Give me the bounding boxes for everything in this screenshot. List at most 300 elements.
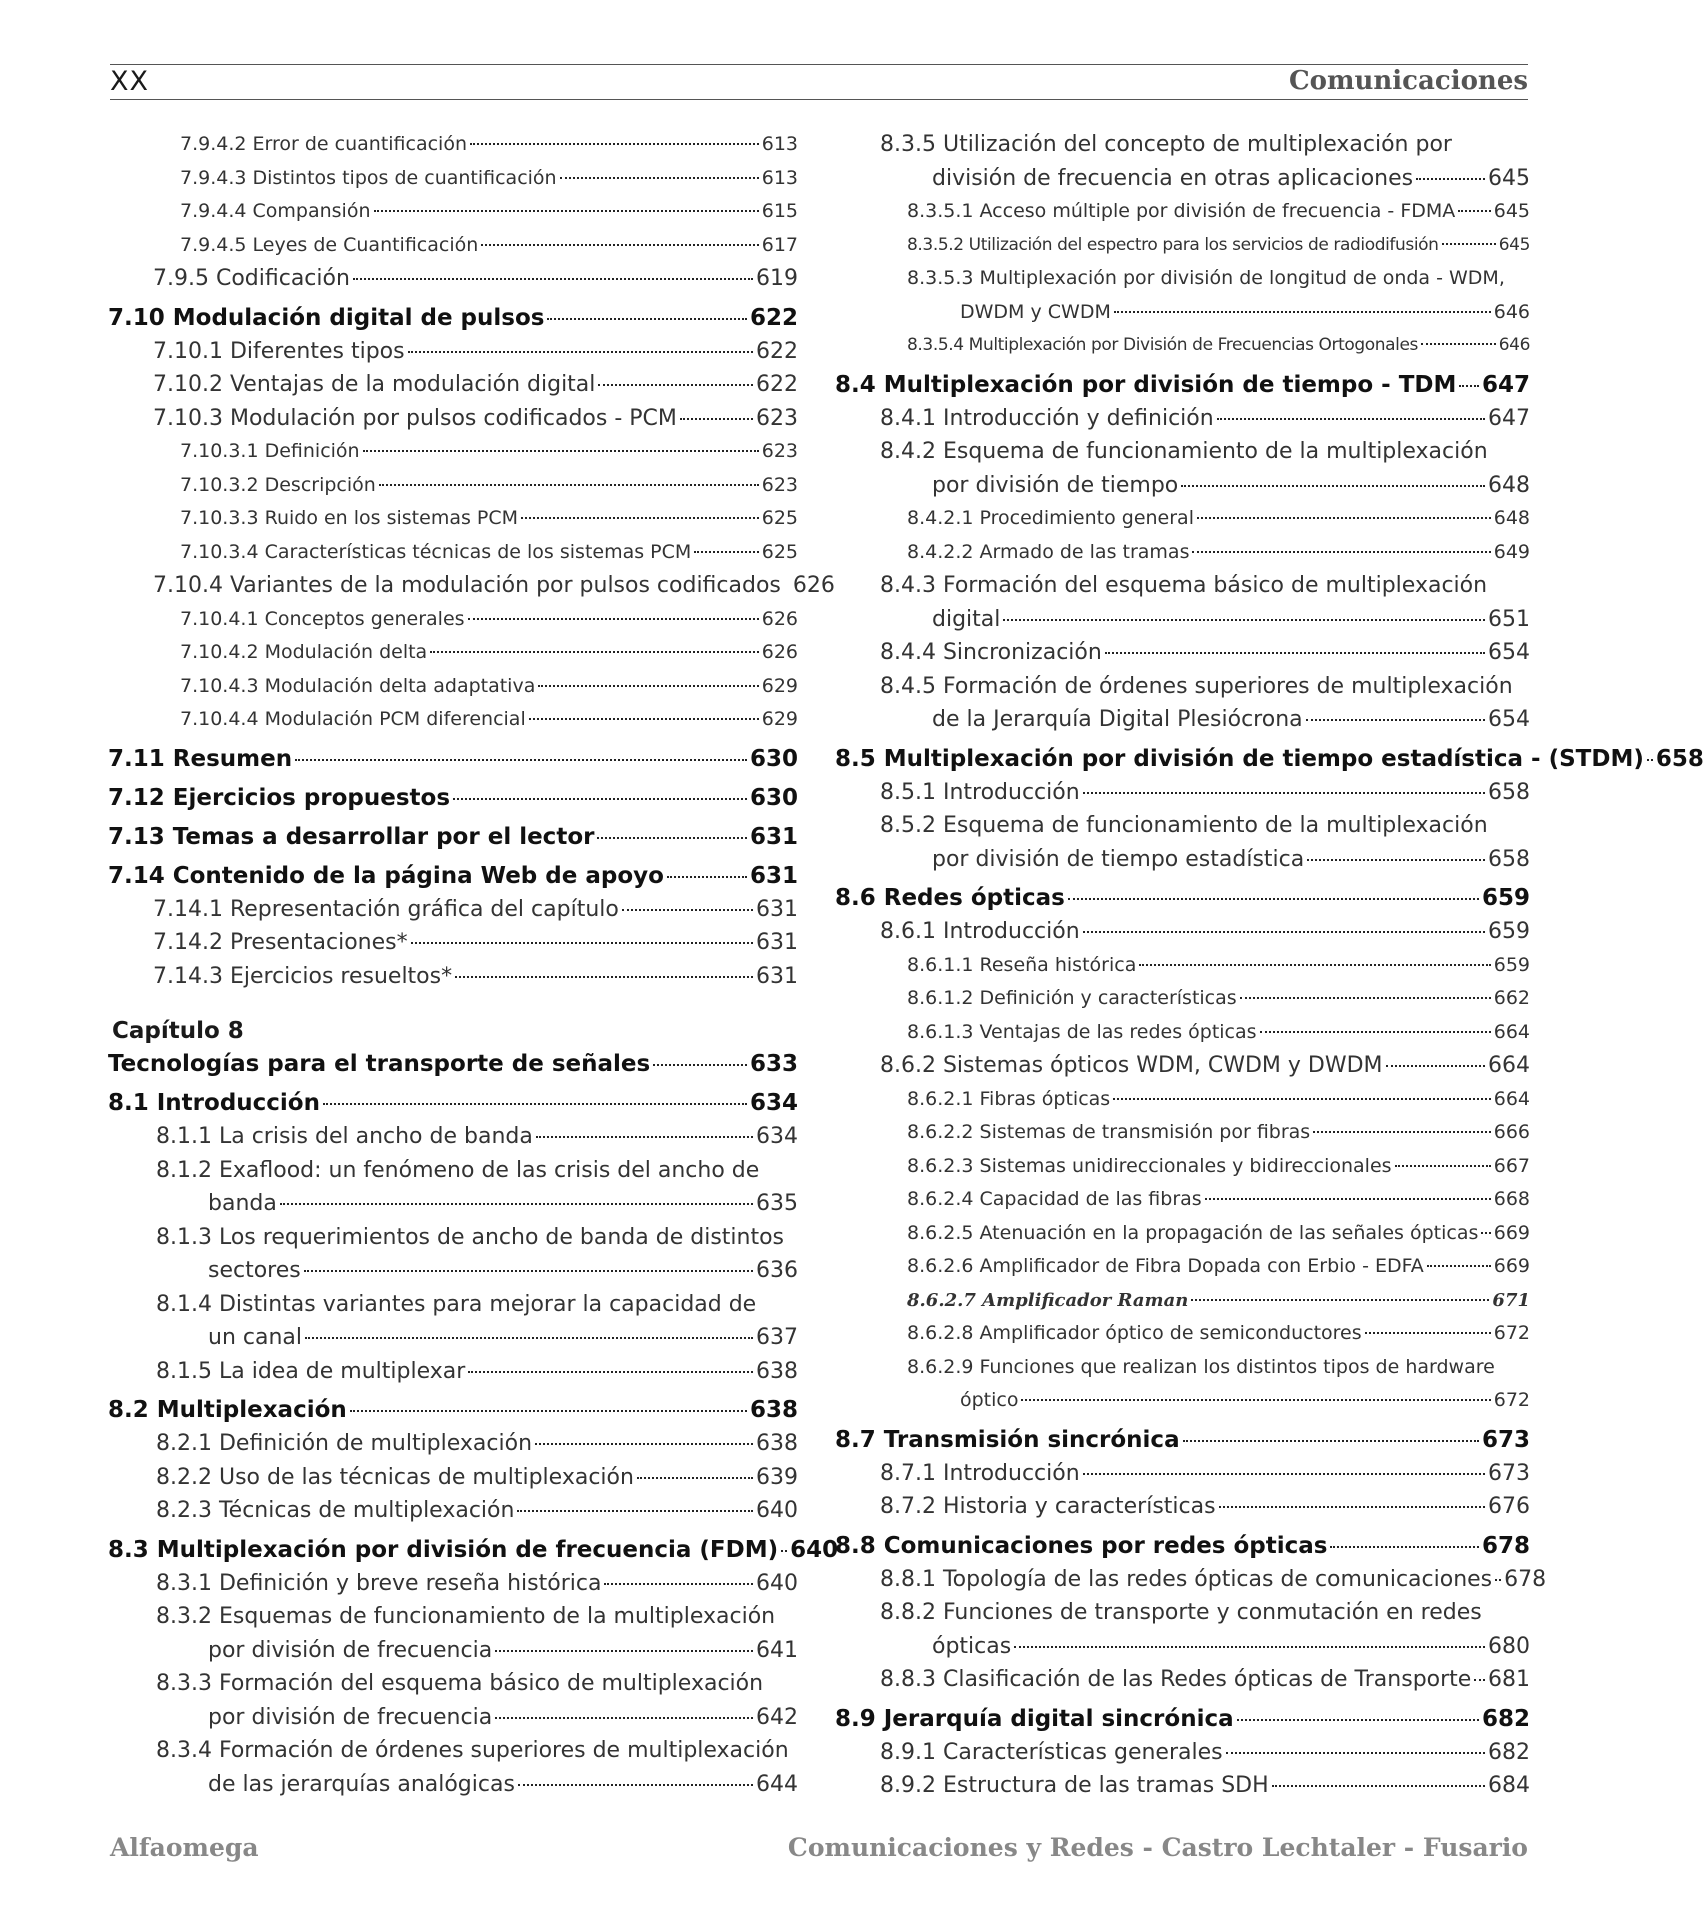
leader-dots — [517, 1510, 753, 1512]
toc-entry-title: 8.8.2 Funciones de transporte y conmutación en redes — [880, 1600, 1482, 1625]
toc-entry-title: 8.4.2 Esquema de funcionamiento de la multiplexación — [880, 439, 1488, 464]
toc-page-number: 626 — [761, 641, 798, 663]
toc-entry-title-continued: óptico — [960, 1389, 1019, 1411]
leader-dots — [680, 418, 753, 420]
toc-page-number: 633 — [749, 1051, 798, 1077]
toc-page-number: 636 — [756, 1258, 798, 1283]
toc-entry-title: 8.8.3 Clasificación de las Redes ópticas de Transporte — [880, 1667, 1472, 1692]
toc-entry-title: 7.14.1 Representación gráfica del capítulo — [153, 896, 619, 922]
leader-dots — [455, 976, 753, 978]
leader-dots — [468, 618, 759, 620]
leader-dots — [1481, 1232, 1490, 1234]
leader-dots — [353, 278, 753, 280]
toc-page-number: 641 — [756, 1637, 798, 1663]
toc-entry[interactable] — [835, 128, 1530, 195]
toc-page-number: 626 — [761, 607, 798, 630]
toc-entry[interactable] — [835, 1530, 1530, 1563]
leader-dots — [430, 651, 759, 653]
toc-entry-title-continued: ópticas — [932, 1633, 1012, 1659]
leader-dots — [1105, 652, 1485, 654]
leader-dots — [411, 942, 753, 944]
toc-entry-title: 7.13 Temas a desarrollar por el lector — [108, 823, 595, 850]
toc-entry-title: 8.3.4 Formación de órdenes superiores de multiplexación — [156, 1738, 789, 1763]
toc-entry[interactable] — [835, 1563, 1547, 1597]
toc-page-number: 631 — [756, 930, 798, 955]
toc-entry[interactable] — [108, 743, 798, 776]
toc-page-number: 623 — [756, 405, 798, 431]
toc-page-number: 659 — [1481, 885, 1530, 911]
toc-entry-title: Tecnologías para el transporte de señales — [108, 1051, 651, 1077]
toc-entry[interactable] — [835, 1424, 1530, 1457]
leader-dots — [1474, 1679, 1485, 1681]
toc-entry-title: 8.9 Jerarquía digital sincrónica — [835, 1705, 1234, 1732]
toc-entry-title-continued: un canal — [208, 1325, 302, 1350]
leader-dots — [781, 1550, 787, 1552]
toc-entry-title-continued: DWDM y CWDM — [960, 300, 1111, 323]
toc-page-number: 648 — [1488, 472, 1530, 498]
toc-entry-title: 7.10.4.1 Conceptos generales — [180, 607, 465, 630]
toc-entry-title: 7.9.4.5 Leyes de Cuantificación — [180, 233, 479, 256]
toc-entry[interactable] — [835, 435, 1530, 502]
toc-page-number: 672 — [1493, 1322, 1530, 1344]
toc-page-number: 631 — [749, 823, 798, 850]
toc-entry-title: 8.6.2.4 Capacidad de las fibras — [907, 1188, 1202, 1210]
leader-dots — [453, 798, 747, 800]
toc-page-number: 659 — [1493, 953, 1530, 976]
leader-dots — [1395, 1165, 1491, 1167]
toc-entry-title: 8.4.3 Formación del esquema básico de multiplexación — [880, 573, 1488, 598]
toc-entry-title: 7.10.4.2 Modulación delta — [180, 641, 428, 663]
leader-dots — [1226, 1752, 1485, 1754]
toc-page-number: 625 — [761, 507, 798, 529]
leader-dots — [598, 384, 753, 386]
toc-page-number: 647 — [1488, 405, 1530, 431]
toc-entry-title: 8.7.1 Introducción — [880, 1460, 1080, 1486]
toc-entry[interactable] — [108, 1567, 798, 1601]
toc-entry[interactable] — [108, 1355, 798, 1389]
toc-entry[interactable] — [835, 1769, 1530, 1803]
toc-entry[interactable] — [108, 636, 798, 670]
toc-entry[interactable] — [835, 743, 1704, 776]
leader-dots — [481, 244, 758, 246]
leader-dots — [1197, 517, 1491, 519]
toc-entry[interactable] — [835, 1351, 1530, 1418]
toc-page-number: 637 — [756, 1325, 798, 1350]
leader-dots — [468, 1371, 753, 1373]
toc-entry-title: 8.5 Multiplexación por división de tiempo estadística - (STDM) — [835, 745, 1644, 772]
leader-dots — [1068, 898, 1479, 900]
toc-entry[interactable] — [835, 949, 1530, 983]
toc-entry[interactable] — [108, 1494, 798, 1528]
toc-page-number: 613 — [761, 133, 798, 155]
toc-page-number: 638 — [749, 1397, 798, 1423]
toc-entry[interactable] — [108, 1667, 798, 1734]
leader-dots — [1021, 1399, 1490, 1401]
leader-dots — [470, 143, 759, 145]
leader-dots — [1416, 178, 1485, 180]
toc-page-number: 673 — [1481, 1426, 1530, 1453]
toc-page-number: 682 — [1481, 1705, 1530, 1732]
toc-entry-title: 8.1.5 La idea de multiplexar — [156, 1358, 466, 1384]
toc-entry-title: 7.10 Modulación digital de pulsos — [108, 304, 545, 331]
toc-entry[interactable] — [108, 1087, 798, 1120]
toc-entry-title: 7.10.3.3 Ruido en los sistemas PCM — [180, 507, 519, 529]
toc-page-number: 659 — [1488, 919, 1530, 944]
toc-entry[interactable] — [108, 1288, 798, 1355]
toc-entry-title: 8.7.2 Historia y características — [880, 1494, 1216, 1519]
toc-entry[interactable] — [108, 860, 798, 893]
toc-entry-title: 8.2.2 Uso de las técnicas de multiplexación — [156, 1464, 634, 1490]
toc-entry[interactable] — [835, 1016, 1530, 1050]
toc-entry[interactable] — [108, 703, 798, 737]
toc-page-number: 669 — [1493, 1255, 1530, 1277]
leader-dots — [521, 517, 759, 519]
toc-entry[interactable] — [835, 1049, 1530, 1083]
toc-entry[interactable] — [835, 402, 1530, 436]
leader-dots — [1219, 1506, 1485, 1508]
toc-page-number: 664 — [1493, 1087, 1530, 1110]
toc-entry-title-continued: de la Jerarquía Digital Plesiócrona — [932, 707, 1303, 732]
toc-entry[interactable] — [108, 162, 798, 196]
toc-entry[interactable] — [835, 502, 1530, 536]
leader-dots — [379, 484, 759, 486]
toc-entry-title: 8.5.1 Introducción — [880, 779, 1080, 805]
toc-entry[interactable] — [108, 821, 798, 854]
leader-dots — [1459, 385, 1479, 387]
toc-entry[interactable] — [835, 1317, 1530, 1351]
toc-entry-title: 7.14.2 Presentaciones* — [153, 930, 408, 955]
toc-entry[interactable] — [835, 262, 1530, 329]
leader-dots — [1205, 1198, 1491, 1200]
leader-dots — [667, 876, 747, 878]
toc-entry[interactable] — [108, 128, 798, 162]
toc-entry[interactable] — [835, 982, 1530, 1016]
leader-dots — [535, 1443, 753, 1445]
toc-entry[interactable] — [835, 1083, 1530, 1117]
toc-entry-title: 7.9.4.2 Error de cuantificación — [180, 133, 468, 155]
toc-entry[interactable] — [108, 302, 798, 335]
leader-dots — [1083, 1473, 1485, 1475]
toc-entry[interactable] — [835, 1217, 1530, 1251]
toc-page-number: 635 — [756, 1191, 798, 1216]
toc-entry[interactable] — [835, 569, 1530, 636]
toc-entry[interactable] — [108, 926, 798, 960]
toc-page-number: 678 — [1504, 1566, 1547, 1592]
leader-dots — [637, 1477, 753, 1479]
toc-entry-title: 8.6.2.5 Atenuación en la propagación de las señales ópticas — [907, 1221, 1479, 1244]
toc-entry[interactable] — [108, 960, 798, 994]
toc-entry-title-continued: por división de frecuencia — [208, 1704, 493, 1730]
toc-entry[interactable] — [108, 229, 798, 263]
toc-entry-title: 8.2.3 Técnicas de multiplexación — [156, 1498, 515, 1523]
toc-entry[interactable] — [835, 1596, 1530, 1663]
leader-dots — [304, 1270, 753, 1272]
toc-page-number: 638 — [756, 1431, 798, 1456]
toc-entry-title: 8.1.3 Los requerimientos de ancho de banda de distintos — [156, 1224, 785, 1250]
toc-page-number: 642 — [756, 1704, 798, 1730]
toc-page-number: 681 — [1488, 1667, 1530, 1692]
toc-entry[interactable] — [108, 335, 798, 369]
toc-entry[interactable] — [108, 402, 798, 436]
toc-entry-title: 8.4.5 Formación de órdenes superiores de multiplexación — [880, 673, 1513, 699]
toc-entry[interactable] — [108, 502, 798, 536]
toc-page-number: 619 — [756, 266, 798, 291]
leader-dots — [1442, 243, 1496, 245]
toc-page-number: 640 — [756, 1570, 798, 1596]
toc-entry-title: 8.6 Redes ópticas — [835, 885, 1065, 911]
toc-page-number: 669 — [1493, 1221, 1530, 1244]
toc-entry[interactable] — [835, 229, 1530, 263]
leader-dots — [1083, 931, 1485, 933]
toc-entry[interactable] — [108, 1600, 798, 1667]
leader-dots — [1421, 343, 1496, 345]
toc-entry[interactable] — [835, 882, 1530, 915]
toc-entry[interactable] — [835, 1736, 1530, 1770]
leader-dots — [1139, 964, 1490, 966]
toc-entry[interactable] — [108, 1394, 798, 1427]
leader-dots — [1495, 1579, 1501, 1581]
toc-entry-title: 7.9.5 Codificación — [153, 266, 350, 291]
toc-entry-title-continued: sectores — [208, 1258, 301, 1283]
toc-entry[interactable] — [835, 329, 1530, 363]
toc-page-number: 662 — [1493, 987, 1530, 1009]
toc-page-number: 634 — [749, 1090, 798, 1116]
toc-page-number: 646 — [1493, 300, 1530, 323]
toc-entry-title-continued: por división de tiempo — [932, 472, 1179, 498]
toc-entry-title: 8.7 Transmisión sincrónica — [835, 1426, 1180, 1453]
toc-entry-title: 7.10.2 Ventajas de la modulación digital — [153, 372, 596, 397]
toc-page-number: 615 — [761, 200, 798, 222]
toc-entry[interactable] — [108, 536, 798, 570]
leader-dots — [305, 1337, 753, 1339]
toc-entry-title: 7.9.4.3 Distintos tipos de cuantificación — [180, 166, 557, 189]
leader-dots — [536, 1136, 753, 1138]
leader-dots — [1237, 1719, 1479, 1721]
toc-entry-title: 7.10.4 Variantes de la modulación por pulsos codificados — [153, 573, 781, 598]
toc-entry-title-continued: división de frecuencia en otras aplicaciones — [932, 165, 1414, 191]
toc-entry-title: 8.4.4 Sincronización — [880, 640, 1102, 665]
toc-entry-title: 8.6.2.3 Sistemas unidireccionales y bidireccionales — [907, 1154, 1392, 1177]
leader-dots — [374, 210, 759, 212]
page-number: XX — [110, 66, 149, 97]
toc-entry[interactable] — [108, 670, 798, 704]
toc-entry-title: 7.12 Ejercicios propuestos — [108, 784, 451, 811]
toc-page-number: 631 — [756, 896, 798, 922]
toc-entry-title: 8.6.2 Sistemas ópticos WDM, CWDM y DWDM — [880, 1053, 1383, 1078]
toc-entry[interactable] — [835, 776, 1530, 810]
leader-dots — [495, 1650, 753, 1652]
toc-entry-title: 7.14.3 Ejercicios resueltos* — [153, 963, 453, 989]
leader-dots — [323, 1103, 747, 1105]
toc-entry-title: 8.3.2 Esquemas de funcionamiento de la multiplexación — [156, 1604, 776, 1629]
toc-entry-title: 8.1.4 Distintas variantes para mejorar la capacidad de — [156, 1291, 757, 1317]
toc-entry[interactable] — [108, 893, 798, 927]
toc-entry-title-continued: banda — [208, 1191, 277, 1216]
toc-entry[interactable] — [108, 569, 835, 603]
toc-entry[interactable] — [108, 195, 798, 229]
toc-entry[interactable] — [108, 1221, 798, 1288]
toc-entry[interactable] — [108, 1120, 798, 1154]
toc-page-number: 626 — [792, 573, 835, 598]
toc-entry-title: 8.3.1 Definición y breve reseña histórica — [156, 1570, 602, 1596]
leader-dots — [280, 1203, 753, 1205]
leader-dots — [1458, 210, 1490, 212]
toc-page-number: 658 — [1488, 779, 1530, 805]
toc-entry[interactable] — [108, 368, 798, 402]
toc-page-number: 682 — [1488, 1739, 1530, 1765]
leader-dots — [1427, 1265, 1491, 1267]
toc-entry-title: 8.4 Multiplexación por división de tiempo - TDM — [835, 371, 1457, 398]
header-rule-top — [110, 64, 1528, 65]
leader-dots — [1113, 1098, 1491, 1100]
toc-page-number: 671 — [1492, 1289, 1530, 1311]
leader-dots — [1083, 792, 1485, 794]
toc-right-column — [835, 128, 1704, 1803]
toc-entry[interactable] — [108, 1427, 798, 1461]
toc-entry[interactable] — [108, 469, 798, 503]
toc-entry-title: 7.9.4.4 Compansión — [180, 200, 371, 222]
toc-entry-title: 8.6.1.3 Ventajas de las redes ópticas — [907, 1020, 1257, 1043]
toc-page-number: 623 — [761, 473, 798, 496]
leader-dots — [1114, 311, 1491, 313]
toc-page-number: 640 — [790, 1536, 839, 1563]
toc-entry[interactable] — [835, 915, 1530, 949]
toc-entry[interactable] — [835, 536, 1530, 570]
toc-entry[interactable] — [108, 782, 798, 815]
toc-page-number: 638 — [756, 1358, 798, 1384]
toc-entry-title: 7.14 Contenido de la página Web de apoyo — [108, 862, 664, 889]
toc-entry-title: 8.5.2 Esquema de funcionamiento de la multiplexación — [880, 813, 1488, 838]
toc-entry-title-continued: de las jerarquías analógicas — [208, 1771, 515, 1797]
toc-entry[interactable] — [835, 1663, 1530, 1697]
toc-entry-title: 7.10.4.4 Modulación PCM diferencial — [180, 708, 526, 730]
toc-entry-title: 8.3.5.2 Utilización del espectro para los servicios de radiodifusión — [907, 234, 1439, 255]
toc-entry-title: 7.10.3.2 Descripción — [180, 473, 376, 496]
toc-entry-title: 8.8 Comunicaciones por redes ópticas — [835, 1532, 1328, 1559]
toc-page-number: 630 — [749, 745, 798, 772]
toc-page-number: 629 — [761, 708, 798, 730]
toc-entry-title: 8.1 Introducción — [108, 1090, 320, 1116]
leader-dots — [604, 1583, 753, 1585]
toc-page-number: 647 — [1481, 371, 1530, 398]
toc-entry[interactable] — [835, 1457, 1530, 1491]
toc-page-number: 658 — [1488, 846, 1530, 872]
toc-page-number: 684 — [1488, 1773, 1530, 1798]
leader-dots — [547, 318, 747, 320]
leader-dots — [1647, 759, 1653, 761]
leader-dots — [1240, 997, 1491, 999]
leader-dots — [597, 837, 747, 839]
toc-entry-title: 7.10.3.4 Características técnicas de los sistemas PCM — [180, 540, 692, 563]
toc-entry-title: 8.4.1 Introducción y definición — [880, 405, 1214, 431]
leader-dots — [363, 450, 759, 452]
toc-entry[interactable] — [835, 1490, 1530, 1524]
toc-page-number: 625 — [761, 540, 798, 563]
toc-entry[interactable] — [835, 1284, 1530, 1318]
toc-entry[interactable] — [108, 435, 798, 469]
toc-page-number: 664 — [1493, 1020, 1530, 1043]
leader-dots — [1192, 551, 1490, 553]
toc-page-number: 668 — [1493, 1188, 1530, 1210]
running-head: Comunicaciones — [1288, 66, 1528, 96]
toc-page-number: 648 — [1493, 507, 1530, 529]
footer-book-title: Comunicaciones y Redes - Castro Lechtaler - Fusario — [787, 1833, 1528, 1862]
toc-entry-title: 7.10.1 Diferentes tipos — [153, 338, 405, 364]
toc-page-number: 629 — [761, 674, 798, 697]
toc-entry-title-continued: por división de tiempo estadística — [932, 846, 1305, 872]
leader-dots — [1181, 485, 1485, 487]
toc-entry[interactable] — [835, 809, 1530, 876]
toc-page-number: 673 — [1488, 1460, 1530, 1486]
leader-dots — [495, 1717, 753, 1719]
toc-entry-title: 8.2.1 Definición de multiplexación — [156, 1431, 533, 1456]
leader-dots — [350, 1410, 747, 1412]
toc-entry[interactable] — [835, 1116, 1530, 1150]
toc-entry-title: 8.6.2.1 Fibras ópticas — [907, 1087, 1111, 1110]
toc-entry[interactable] — [835, 369, 1530, 402]
toc-entry[interactable] — [835, 670, 1530, 737]
toc-entry[interactable] — [835, 1703, 1530, 1736]
toc-entry-title: 7.10.3.1 Definición — [180, 440, 360, 462]
toc-entry[interactable] — [835, 1150, 1530, 1184]
toc-page-number: 623 — [761, 440, 798, 462]
toc-entry[interactable] — [108, 1154, 798, 1221]
toc-entry[interactable] — [835, 195, 1530, 229]
toc-entry[interactable] — [108, 1734, 798, 1801]
toc-page-number: 654 — [1488, 707, 1530, 732]
toc-entry-title-continued: por división de frecuencia — [208, 1637, 493, 1663]
toc-entry-title: 8.3 Multiplexación por división de frecuencia (FDM) — [108, 1536, 779, 1563]
leader-dots — [1306, 719, 1485, 721]
toc-page-number: 666 — [1493, 1121, 1530, 1143]
toc-entry-title: 8.1.1 La crisis del ancho de banda — [156, 1124, 533, 1149]
toc-entry[interactable] — [108, 262, 798, 296]
leader-dots — [538, 685, 758, 687]
leader-dots — [1003, 619, 1485, 621]
leader-dots — [622, 909, 753, 911]
toc-entry-title: 8.3.5 Utilización del concepto de multiplexación por — [880, 132, 1452, 157]
toc-page-number: 654 — [1488, 640, 1530, 665]
toc-page-number: 646 — [1498, 335, 1530, 355]
toc-entry-title: 8.1.2 Exaflood: un fenómeno de las crisis del ancho de — [156, 1157, 760, 1183]
toc-entry[interactable] — [108, 603, 798, 637]
toc-entry[interactable] — [835, 1250, 1530, 1284]
toc-entry[interactable] — [108, 1461, 798, 1495]
leader-dots — [1330, 1546, 1479, 1548]
chapter-heading: Capítulo 8 — [112, 1018, 244, 1044]
toc-entry-title: 7.10.3 Modulación por pulsos codificados - PCM — [153, 405, 677, 431]
toc-entry-title: 8.8.1 Topología de las redes ópticas de comunicaciones — [880, 1566, 1493, 1592]
leader-dots — [1272, 1785, 1485, 1787]
toc-entry[interactable] — [835, 1183, 1530, 1217]
leader-dots — [529, 718, 759, 720]
toc-entry-title: 8.3.5.4 Multiplexación por División de Frecuencias Ortogonales — [907, 335, 1419, 355]
header-rule-bottom — [110, 99, 1528, 100]
toc-entry-title: 8.3.5.3 Multiplexación por división de longitud de onda - WDM, — [907, 267, 1505, 289]
toc-entry[interactable] — [108, 1048, 798, 1081]
toc-entry-title: 8.9.2 Estructura de las tramas SDH — [880, 1773, 1269, 1798]
toc-page-number: 617 — [761, 233, 798, 256]
toc-entry-title: 7.10.4.3 Modulación delta adaptativa — [180, 674, 536, 697]
toc-page-number: 644 — [756, 1771, 798, 1797]
toc-entry[interactable] — [108, 1534, 839, 1567]
leader-dots — [295, 759, 747, 761]
leader-dots — [1183, 1440, 1479, 1442]
toc-page-number: 680 — [1488, 1633, 1530, 1659]
toc-entry[interactable] — [835, 636, 1530, 670]
toc-entry-title: 8.4.2.2 Armado de las tramas — [907, 540, 1190, 563]
leader-dots — [518, 1784, 753, 1786]
